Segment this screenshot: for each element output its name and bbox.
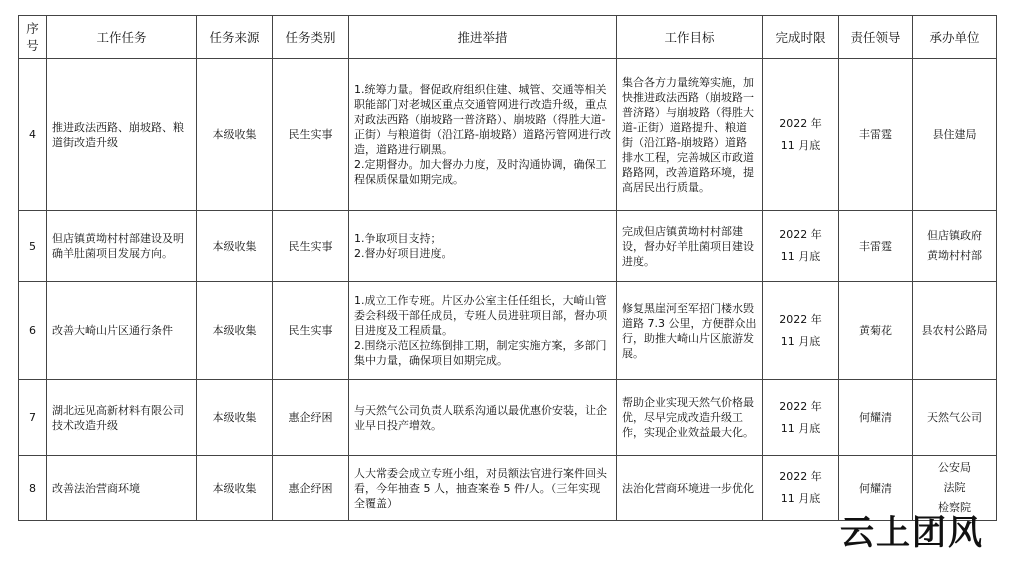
category-cell: 惠企纾困 [273, 456, 349, 521]
row-number: 4 [19, 59, 47, 211]
unit-line: 检察院 [938, 501, 971, 514]
deadline-line: 11 月底 [780, 492, 821, 505]
deadline-line: 2022 年 [779, 116, 822, 130]
task-cell: 湖北远见高新材料有限公司技术改造升级 [47, 380, 197, 456]
table-row [19, 211, 997, 282]
deadline-cell [763, 211, 839, 282]
measures-cell [349, 59, 617, 211]
unit-line: 公安局 [938, 461, 971, 474]
measures-cell [349, 380, 617, 456]
unit-cell [913, 380, 997, 456]
unit-cell [913, 211, 997, 282]
deadline-cell [763, 282, 839, 380]
task-cell: 改善法治营商环境 [47, 456, 197, 521]
measures-cell [349, 211, 617, 282]
deadline-line: 11 月底 [780, 421, 821, 435]
task-table [18, 15, 997, 521]
column-header: 序号 [19, 16, 47, 59]
header-row [19, 16, 997, 59]
source-cell: 本级收集 [197, 380, 273, 456]
deadline-line: 2022 年 [779, 228, 822, 241]
measure-item: 2.督办好项目进度。 [354, 247, 453, 260]
column-header: 承办单位 [913, 16, 997, 59]
deadline-line: 2022 年 [779, 470, 822, 483]
table-row [19, 59, 997, 211]
column-header: 完成时限 [763, 16, 839, 59]
deadline-line: 11 月底 [780, 334, 821, 348]
leader-cell: 何耀清 [839, 456, 913, 521]
goal-cell: 完成但店镇黄坳村村部建设，督办好羊肚菌项目建设进度。 [617, 211, 763, 282]
deadline-line: 11 月底 [780, 250, 821, 263]
unit-cell [913, 59, 997, 211]
column-header: 责任领导 [839, 16, 913, 59]
table-row [19, 282, 997, 380]
unit-line: 天然气公司 [927, 410, 982, 424]
unit-line: 县农村公路局 [921, 323, 988, 337]
unit-line: 法院 [943, 481, 966, 494]
deadline-cell [763, 456, 839, 521]
leader-cell: 黄菊花 [839, 282, 913, 380]
row-number: 8 [19, 456, 47, 521]
source-cell: 本级收集 [197, 211, 273, 282]
column-header: 任务来源 [197, 16, 273, 59]
measures-cell [349, 282, 617, 380]
unit-cell [913, 282, 997, 380]
measure-item: 2.定期督办。加大督办力度，及时沟通协调，确保工程保质保量如期完成。 [354, 158, 607, 186]
deadline-line: 11 月底 [780, 138, 821, 152]
goal-cell: 法治化营商环境进一步优化 [617, 456, 763, 521]
deadline-line: 2022 年 [779, 399, 822, 413]
unit-line: 但店镇政府 [927, 229, 982, 242]
goal-cell: 帮助企业实现天然气价格最优，尽早完成改造升级工作，实现企业效益最大化。 [617, 380, 763, 456]
leader-cell: 何耀清 [839, 380, 913, 456]
column-header: 工作任务 [47, 16, 197, 59]
row-number: 5 [19, 211, 47, 282]
deadline-cell [763, 380, 839, 456]
task-cell: 推进政法西路、崩坡路、粮道街改造升级 [47, 59, 197, 211]
task-cell: 但店镇黄坳村村部建设及明确羊肚菌项目发展方向。 [47, 211, 197, 282]
table-row [19, 380, 997, 456]
measure-item: 2.围绕示范区拉练倒排工期，制定实施方案，多部门集中力量，确保项目如期完成。 [354, 339, 607, 367]
measure-item: 与天然气公司负责人联系沟通以最优惠价安装，让企业早日投产增效。 [354, 403, 607, 432]
source-cell: 本级收集 [197, 282, 273, 380]
unit-line: 黄坳村村部 [927, 249, 982, 262]
deadline-line: 2022 年 [779, 312, 822, 326]
measure-item: 1.统筹力量。督促政府组织住建、城管、交通等相关职能部门对老城区重点交通管网进行改造升级，重点对政法西路（崩坡路一普济路）、崩坡路（得胜大道-正街）与粮道街（沿江路-崩坡路）道路污管网进行改造，道路进行刷黑。 [354, 83, 611, 156]
category-cell: 惠企纾困 [273, 380, 349, 456]
measure-item: 人大常委会成立专班小组，对员额法官进行案件回头看，今年抽查 5 人，抽查案卷 5 件/人。（三年实现全覆盖） [354, 466, 607, 510]
row-number: 7 [19, 380, 47, 456]
table-body [19, 59, 997, 521]
goal-cell: 集合各方力量统筹实施，加快推进政法西路（崩坡路一普济路）与崩坡路（得胜大道-正街）道路提升、粮道街（沿江路-崩坡路）道路排水工程，完善城区市政道路路网，改善道路环境，提高居民出行质量。 [617, 59, 763, 211]
unit-line: 县住建局 [932, 127, 977, 141]
category-cell: 民生实事 [273, 59, 349, 211]
row-number: 6 [19, 282, 47, 380]
measures-cell [349, 456, 617, 521]
column-header: 推进举措 [349, 16, 617, 59]
source-cell: 本级收集 [197, 59, 273, 211]
leader-cell: 丰雷霆 [839, 59, 913, 211]
column-header: 工作目标 [617, 16, 763, 59]
goal-cell: 修复黑崖河至军招门楼水毁道路 7.3 公里，方便群众出行，助推大崎山片区旅游发展。 [617, 282, 763, 380]
deadline-cell [763, 59, 839, 211]
measure-item: 1.争取项目支持； [354, 232, 442, 245]
leader-cell: 丰雷霆 [839, 211, 913, 282]
source-cell: 本级收集 [197, 456, 273, 521]
category-cell: 民生实事 [273, 211, 349, 282]
measure-item: 1.成立工作专班。片区办公室主任任组长，大崎山管委会科级干部任成员，专班人员进驻项目部，督办项目进度及工程质量。 [354, 294, 607, 337]
task-cell: 改善大崎山片区通行条件 [47, 282, 197, 380]
column-header: 任务类别 [273, 16, 349, 59]
watermark: 云上团风 [840, 513, 984, 553]
category-cell: 民生实事 [273, 282, 349, 380]
